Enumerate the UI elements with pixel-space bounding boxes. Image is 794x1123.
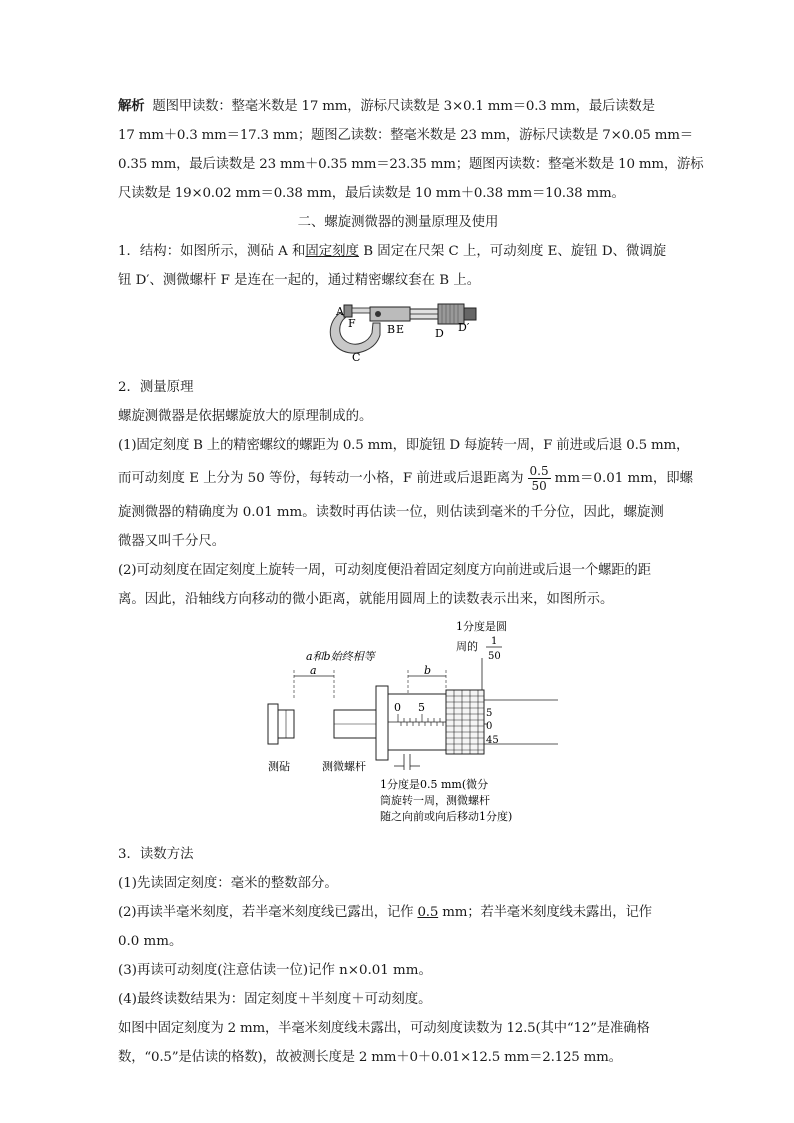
circ-frac-den: 50 bbox=[488, 651, 501, 662]
principle-heading: 2．测量原理 bbox=[118, 380, 194, 395]
example-line-2: 数，“0.5”是估读的格数)，故被测长度是 2 mm＋0＋0.01×12.5 mm＝2.125 mm。 bbox=[118, 1050, 622, 1065]
reading-step-4: (4)最终读数结果为：固定刻度＋半刻度＋可动刻度。 bbox=[118, 992, 432, 1007]
structure-line-2: 钮 D′、测微螺杆 F 是连在一起的，通过精密螺纹套在 B 上。 bbox=[118, 273, 481, 288]
structure-line-1: 1．结构：如图所示，测砧 A 和固定刻度 B 固定在尺架 C 上，可动刻度 E、旋钮 D、微调旋 bbox=[118, 244, 667, 259]
label-B: B bbox=[387, 323, 396, 336]
analysis-line-2: 17 mm＋0.3 mm＝17.3 mm；题图乙读数：整毫米数是 23 mm，游标尺读数是 7×0.05 mm＝ bbox=[118, 128, 693, 143]
circ-frac-num: 1 bbox=[491, 636, 498, 647]
principle-p1-line-2: 而可动刻度 E 上分为 50 等份，每转动一小格，F 前进或后退距离为 $\frac{0.5}{50}$ mm＝0.01 mm，即螺 bbox=[118, 464, 694, 493]
reading-step-3: (3)再读可动刻度(注意估读一位)记作 n×0.01 mm。 bbox=[118, 963, 432, 978]
micrometer-drawing bbox=[118, 295, 678, 365]
reading-step-1: (1)先读固定刻度：毫米的整数部分。 bbox=[118, 876, 338, 891]
principle-p1-line-1: (1)固定刻度 B 上的精密螺纹的螺距为 0.5 mm，即旋钮 D 每旋转一周，F 前进或后退 0.5 mm， bbox=[118, 438, 690, 453]
page bbox=[118, 92, 704, 1072]
circ-note-line-1: 1分度是圆 bbox=[456, 620, 507, 633]
principle-p1-line-4: 微器又叫千分尺。 bbox=[118, 534, 226, 549]
thimble-45: 45 bbox=[486, 735, 499, 746]
principle-p1-line-3: 旋测微器的精确度为 0.01 mm。读数时再估读一位，则估读到毫米的千分位，因此，螺旋测 bbox=[118, 505, 664, 520]
reading-step-2-line-2: 0.0 mm。 bbox=[118, 934, 183, 949]
sleeve-tick-5: 5 bbox=[418, 701, 425, 714]
example-line-1: 如图中固定刻度为 2 mm，半毫米刻度线未露出，可动刻度读数为 12.5(其中“12”是准确格 bbox=[118, 1021, 650, 1036]
label-b: b bbox=[424, 664, 432, 677]
micrometer-figure bbox=[118, 295, 678, 365]
label-F: F bbox=[348, 317, 356, 330]
principle-intro: 螺旋测微器是依据螺旋放大的原理制成的。 bbox=[118, 409, 373, 424]
principle-figure bbox=[118, 618, 678, 840]
principle-p2-line-1: (2)可动刻度在固定刻度上旋转一周，可动刻度便沿着固定刻度方向前进或后退一个螺距的距 bbox=[118, 563, 651, 578]
note-line-3: 随之向前或向后移动1分度) bbox=[380, 810, 513, 823]
thimble-5: 5 bbox=[486, 708, 493, 719]
sleeve-tick-0: 0 bbox=[394, 701, 401, 714]
thimble-0: 0 bbox=[486, 721, 493, 732]
note-line-1: 1分度是0.5 mm(微分 bbox=[380, 778, 489, 791]
label-A: A bbox=[336, 305, 344, 318]
label-E: E bbox=[396, 323, 405, 336]
principle-drawing bbox=[118, 618, 678, 840]
analysis-line-3: 0.35 mm，最后读数是 23 mm＋0.35 mm＝23.35 mm；题图丙读数：整毫米数是 10 mm，游标 bbox=[118, 157, 704, 172]
label-D-prime: D′ bbox=[458, 321, 470, 334]
fraction: $\frac{0.5}{50}$ bbox=[529, 464, 549, 493]
anvil-label: 测砧 bbox=[268, 760, 290, 773]
analysis-line-4: 尺读数是 19×0.02 mm＝0.38 mm，最后读数是 10 mm＋0.38 mm＝10.38 mm。 bbox=[118, 186, 625, 201]
principle-p2-line-2: 离。因此，沿轴线方向移动的微小距离，就能用圆周上的读数表示出来，如图所示。 bbox=[118, 592, 614, 607]
note-line-2: 筒旋转一周，测微螺杆 bbox=[380, 794, 490, 807]
label-C: C bbox=[352, 351, 361, 364]
analysis-line-1: 解析 题图甲读数：整毫米数是 17 mm，游标尺读数是 3×0.1 mm＝0.3 mm，最后读数是 bbox=[118, 99, 655, 114]
label-D: D bbox=[435, 327, 444, 340]
equal-label: a和b始终相等 bbox=[306, 650, 375, 663]
reading-step-2: (2)再读半毫米刻度，若半毫米刻度线已露出，记作 0.5 mm；若半毫米刻度线未露出，记作 bbox=[118, 905, 652, 920]
reading-heading: 3．读数方法 bbox=[118, 847, 194, 862]
analysis-label: 解析 bbox=[118, 99, 145, 114]
label-a: a bbox=[310, 664, 317, 677]
circ-note-line-2: 周的 bbox=[456, 640, 478, 653]
section-title: 二、螺旋测微器的测量原理及使用 bbox=[297, 215, 499, 230]
spindle-label: 测微螺杆 bbox=[322, 760, 366, 773]
